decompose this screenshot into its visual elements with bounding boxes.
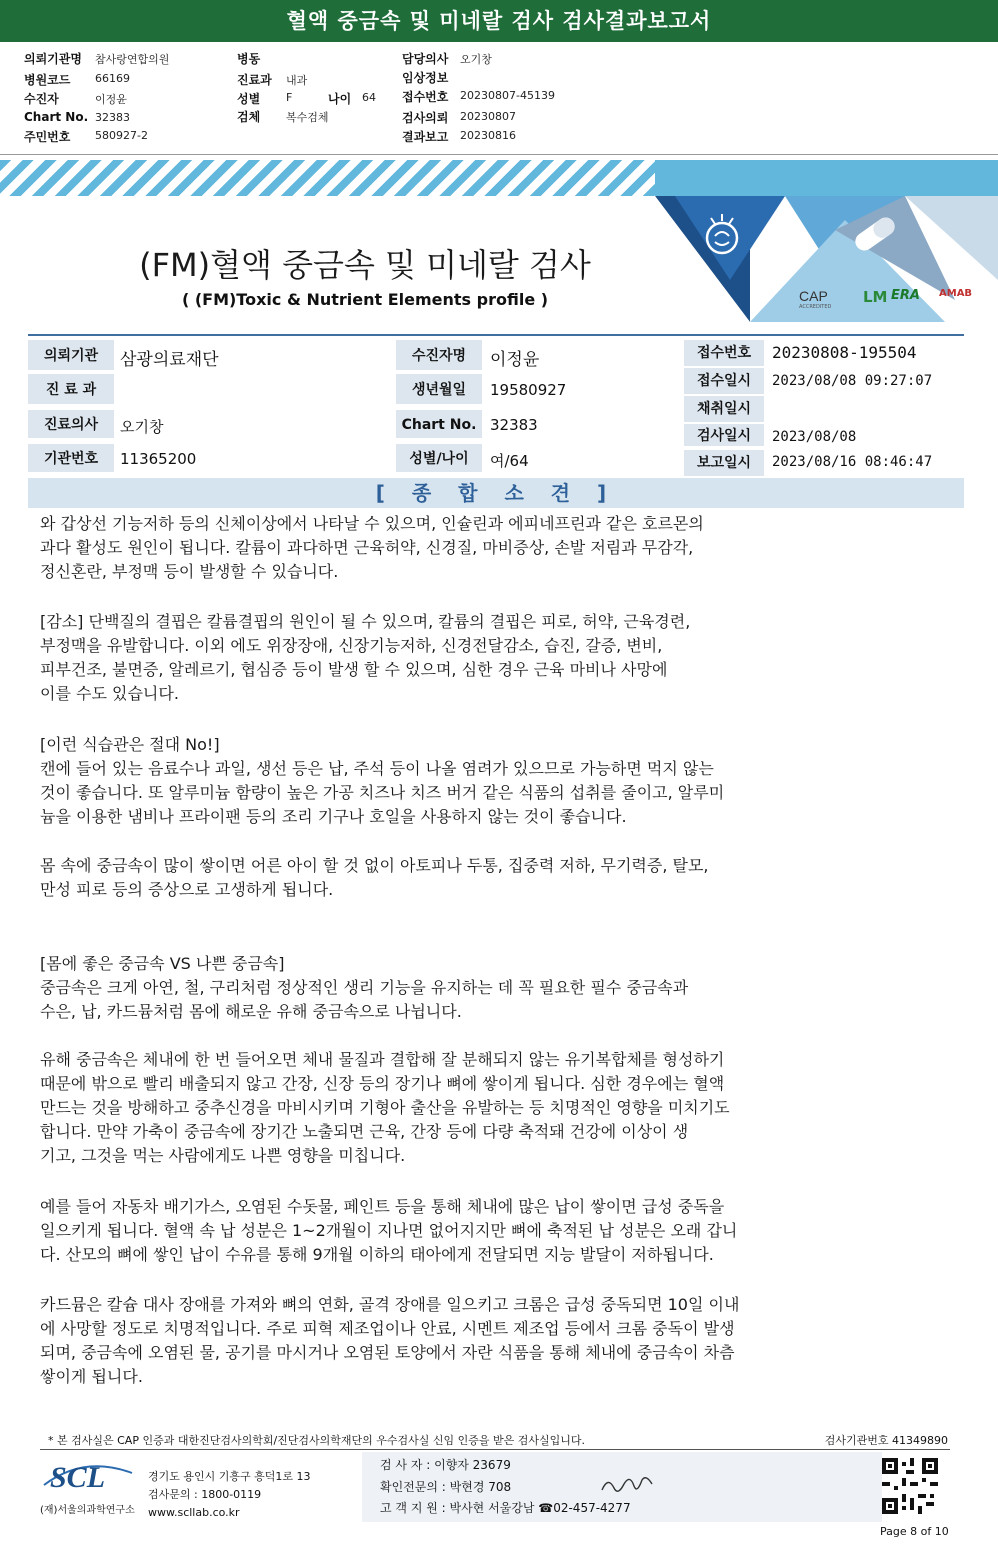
report-subtitle: ( (FM)Toxic & Nutrient Elements profile ) <box>181 290 549 309</box>
header-key: 성별 <box>237 92 261 106</box>
header-value: F <box>286 91 293 104</box>
header-value: 20230807 <box>460 110 516 123</box>
info-value: 19580927 <box>490 381 567 399</box>
info-value: 2023/08/08 <box>772 429 857 445</box>
info-value: 11365200 <box>120 450 197 468</box>
info-value: 32383 <box>490 416 538 434</box>
staff-box <box>362 1452 882 1522</box>
info-value: 이정윤 <box>490 350 540 370</box>
header-key: 담당의사 <box>402 52 449 66</box>
header-key: 주민번호 <box>24 130 71 144</box>
header-value: 오기창 <box>460 53 492 66</box>
paragraph: 카드뮴은 칼슘 대사 장애를 가져와 뼈의 연화, 골격 장애를 일으키고 크롬은 급성 중독되면 10일 이내 에 사망할 정도로 치명적입니다. 주로 피혁 제조업이나 안료, 시멘트 제조업 등에서 크롬 중독이 발생 되며, 중금속에 오염된 물, 공기를 마시거나 오염된 토양에서 자란 식품을 통해 체내에 중금속이 차츰 쌓이게 됩니다. <box>40 1295 740 1386</box>
paragraph: [몸에 좋은 중금속 VS 나쁜 중금속] 중금속은 크게 아연, 철, 구리처럼 정상적인 생리 기능을 유지하는 데 꼭 필요한 필수 중금속과 수은, 납, 카드뮴처럼 몸에 해로운 유해 중금속으로 나뉩니다. <box>40 954 689 1021</box>
info-label: 의뢰기관 <box>28 340 114 372</box>
header-value: 복수검체 <box>286 111 329 124</box>
header-key: 임상정보 <box>402 71 449 85</box>
info-label: 수진자명 <box>396 340 482 372</box>
paragraph: 유해 중금속은 체내에 한 번 들어오면 체내 물질과 결합해 잘 분해되지 않는 유기복합체를 형성하기 때문에 밖으로 빨리 배출되지 않고 간장, 신장 등의 장기나 뼈에 쌓이게 됩니다. 심한 경우에는 혈액 만드는 것을 방해하고 중추신경을 마비시키며 기형아 출산을 유발하는 등 치명적인 영향을 미치기도 합니다. 만약 가축이 중금속에 장기간 노출되면 근육, 간장 등에 다량 축적돼 건강에 이상이 생 기고, 그것을 먹는 사람에게도 나쁜 영향을 미칩니다. <box>40 1050 730 1165</box>
info-value: 여/64 <box>490 452 529 470</box>
era-logo: ERA <box>891 288 920 303</box>
report-header <box>0 42 998 155</box>
info-value: 2023/08/16 08:46:47 <box>772 454 933 470</box>
support-line: 고 객 지 원 : 박사현 서울강남 ☎02-457-4277 <box>380 1501 631 1515</box>
summary-heading: [ 종 합 소 견 ] <box>28 478 964 508</box>
header-key: Chart No. <box>24 110 89 124</box>
info-value: 삼광의료재단 <box>120 350 219 370</box>
header-key: 검체 <box>237 110 261 124</box>
info-label: 검사일시 <box>684 424 764 448</box>
paragraph: [이런 식습관은 절대 No!] 캔에 들어 있는 음료수나 과일, 생선 등은 납, 주석 등이 나올 염려가 있으므로 가능하면 먹지 않는 것이 좋습니다. 또 알루미늄 함량이 높은 가공 치즈나 치즈 버거 같은 식품의 섭취를 줄이고, 알루미 늄을 이용한 냄비나 프라이팬 등의 조리 기구나 호일을 사용하지 않는 것이 좋습니다. <box>40 735 725 826</box>
header-value: 66169 <box>95 72 130 85</box>
lab-address: 경기도 용인시 기흥구 흥덕1로 13 <box>148 1470 311 1483</box>
header-value: 20230816 <box>460 129 516 142</box>
cap-logo-text: CAP <box>799 288 828 304</box>
signature-image <box>598 1472 658 1498</box>
info-label: 채취일시 <box>684 396 764 422</box>
page-number: Page 8 of 10 <box>880 1525 949 1538</box>
paragraph: 몸 속에 중금속이 많이 쌓이면 어른 아이 할 것 없이 아토피나 두통, 집중력 저하, 무기력증, 탈모, 만성 피로 등의 증상으로 고생하게 됩니다. <box>40 856 709 899</box>
header-key: 수진자 <box>24 92 59 106</box>
header-value: 580927-2 <box>95 129 148 142</box>
header-value: 내과 <box>286 74 308 87</box>
info-label: 생년월일 <box>396 374 482 406</box>
header-value: 이정윤 <box>95 93 127 106</box>
decorative-stripes <box>0 160 655 196</box>
header-key: 의뢰기관명 <box>24 52 82 66</box>
info-label: 보고일시 <box>684 450 764 476</box>
header-key: 결과보고 <box>402 130 449 144</box>
scl-logo-text: SCL <box>50 1461 106 1494</box>
info-label: 기관번호 <box>28 444 114 474</box>
paragraph: 예를 들어 자동차 배기가스, 오염된 수돗물, 페인트 등을 통해 체내에 많은 납이 쌓이면 급성 중독을 일으키게 됩니다. 혈액 속 납 성분은 1~2개월이 지나면 없어지지만 뼈에 축적된 납 성분은 오래 갑니 다. 산모의 뼈에 쌓인 납이 수유를 통해 9개월 이하의 태아에게 전달되면 지능 발달이 저하됩니다. <box>40 1197 738 1264</box>
paragraph: 와 갑상선 기능저하 등의 신체이상에서 나타날 수 있으며, 인슐린과 에피네프린과 같은 호르몬의 과다 활성도 원인이 됩니다. 칼륨이 과다하면 근육허약, 신경질, 마비증상, 손발 저림과 무감각, 정신혼란, 부정맥 등이 발생할 수 있습니다. <box>40 514 704 581</box>
paragraph: [감소] 단백질의 결핍은 칼륨결핍의 원인이 될 수 있으며, 칼륨의 결핍은 피로, 허약, 근육경련, 부정맥을 유발합니다. 이외 에도 위장장애, 신장기능저하, 신경전달감소, 습진, 갈증, 변비, 피부건조, 불면증, 알레르기, 협심증 등이 발생 할 수 있으며, 심한 경우 근육 마비나 사망에 이를 수도 있습니다. <box>40 612 691 703</box>
info-label: 접수번호 <box>684 340 764 366</box>
footer-note: * 본 검사실은 CAP 인증과 대한진단검사의학회/진단검사의학재단의 우수검사실 신임 인증을 받은 검사실입니다. <box>48 1434 586 1447</box>
header-key: 병동 <box>237 52 261 66</box>
patient-info-table <box>28 334 964 476</box>
capsule-icon <box>847 212 903 256</box>
info-label: Chart No. <box>396 410 482 440</box>
info-value: 2023/08/08 09:27:07 <box>772 373 933 389</box>
lab-website: www.scllab.co.kr <box>148 1506 240 1519</box>
scl-logo <box>40 1455 136 1515</box>
tester-line: 검 사 자 : 이향자 23679 <box>380 1458 511 1472</box>
header-key: 병원코드 <box>24 73 71 87</box>
header-key: 나이 <box>328 92 352 106</box>
cap-logo-sub: ACCREDITED <box>799 304 832 310</box>
amab-logo: AMAB <box>939 288 973 299</box>
lab-phone: 검사문의 : 1800-0119 <box>148 1488 262 1501</box>
report-banner: 혈액 중금속 및 미네랄 검사 검사결과보고서 <box>0 0 998 42</box>
lab-contact <box>148 1468 311 1522</box>
info-label: 진 료 과 <box>28 374 114 406</box>
header-value: 참사랑연합의원 <box>95 53 170 66</box>
header-value: 20230807-45139 <box>460 89 555 102</box>
report-title: (FM)혈액 중금속 및 미네랄 검사 <box>139 246 591 284</box>
institution-number: 검사기관번호 41349890 <box>824 1434 948 1447</box>
header-key: 진료과 <box>237 73 272 87</box>
header-value: 64 <box>362 91 376 104</box>
scl-logo-subtitle: (재)서울의과학연구소 <box>40 1505 135 1516</box>
info-value: 오기창 <box>120 418 164 436</box>
footer-note-row <box>48 1432 948 1448</box>
info-value: 20230808-195504 <box>772 343 917 362</box>
cap-logo <box>799 288 849 310</box>
info-label: 접수일시 <box>684 368 764 394</box>
info-label: 진료의사 <box>28 410 114 440</box>
specialist-line: 확인전문의 : 박현경 708 <box>380 1480 512 1494</box>
header-key: 접수번호 <box>402 90 449 104</box>
header-key: 검사의뢰 <box>402 111 449 125</box>
header-value: 32383 <box>95 111 130 124</box>
footer-divider <box>40 1449 950 1450</box>
qr-code-icon <box>882 1458 938 1514</box>
info-label: 성별/나이 <box>396 444 482 474</box>
lm-logo: LM <box>863 288 888 306</box>
